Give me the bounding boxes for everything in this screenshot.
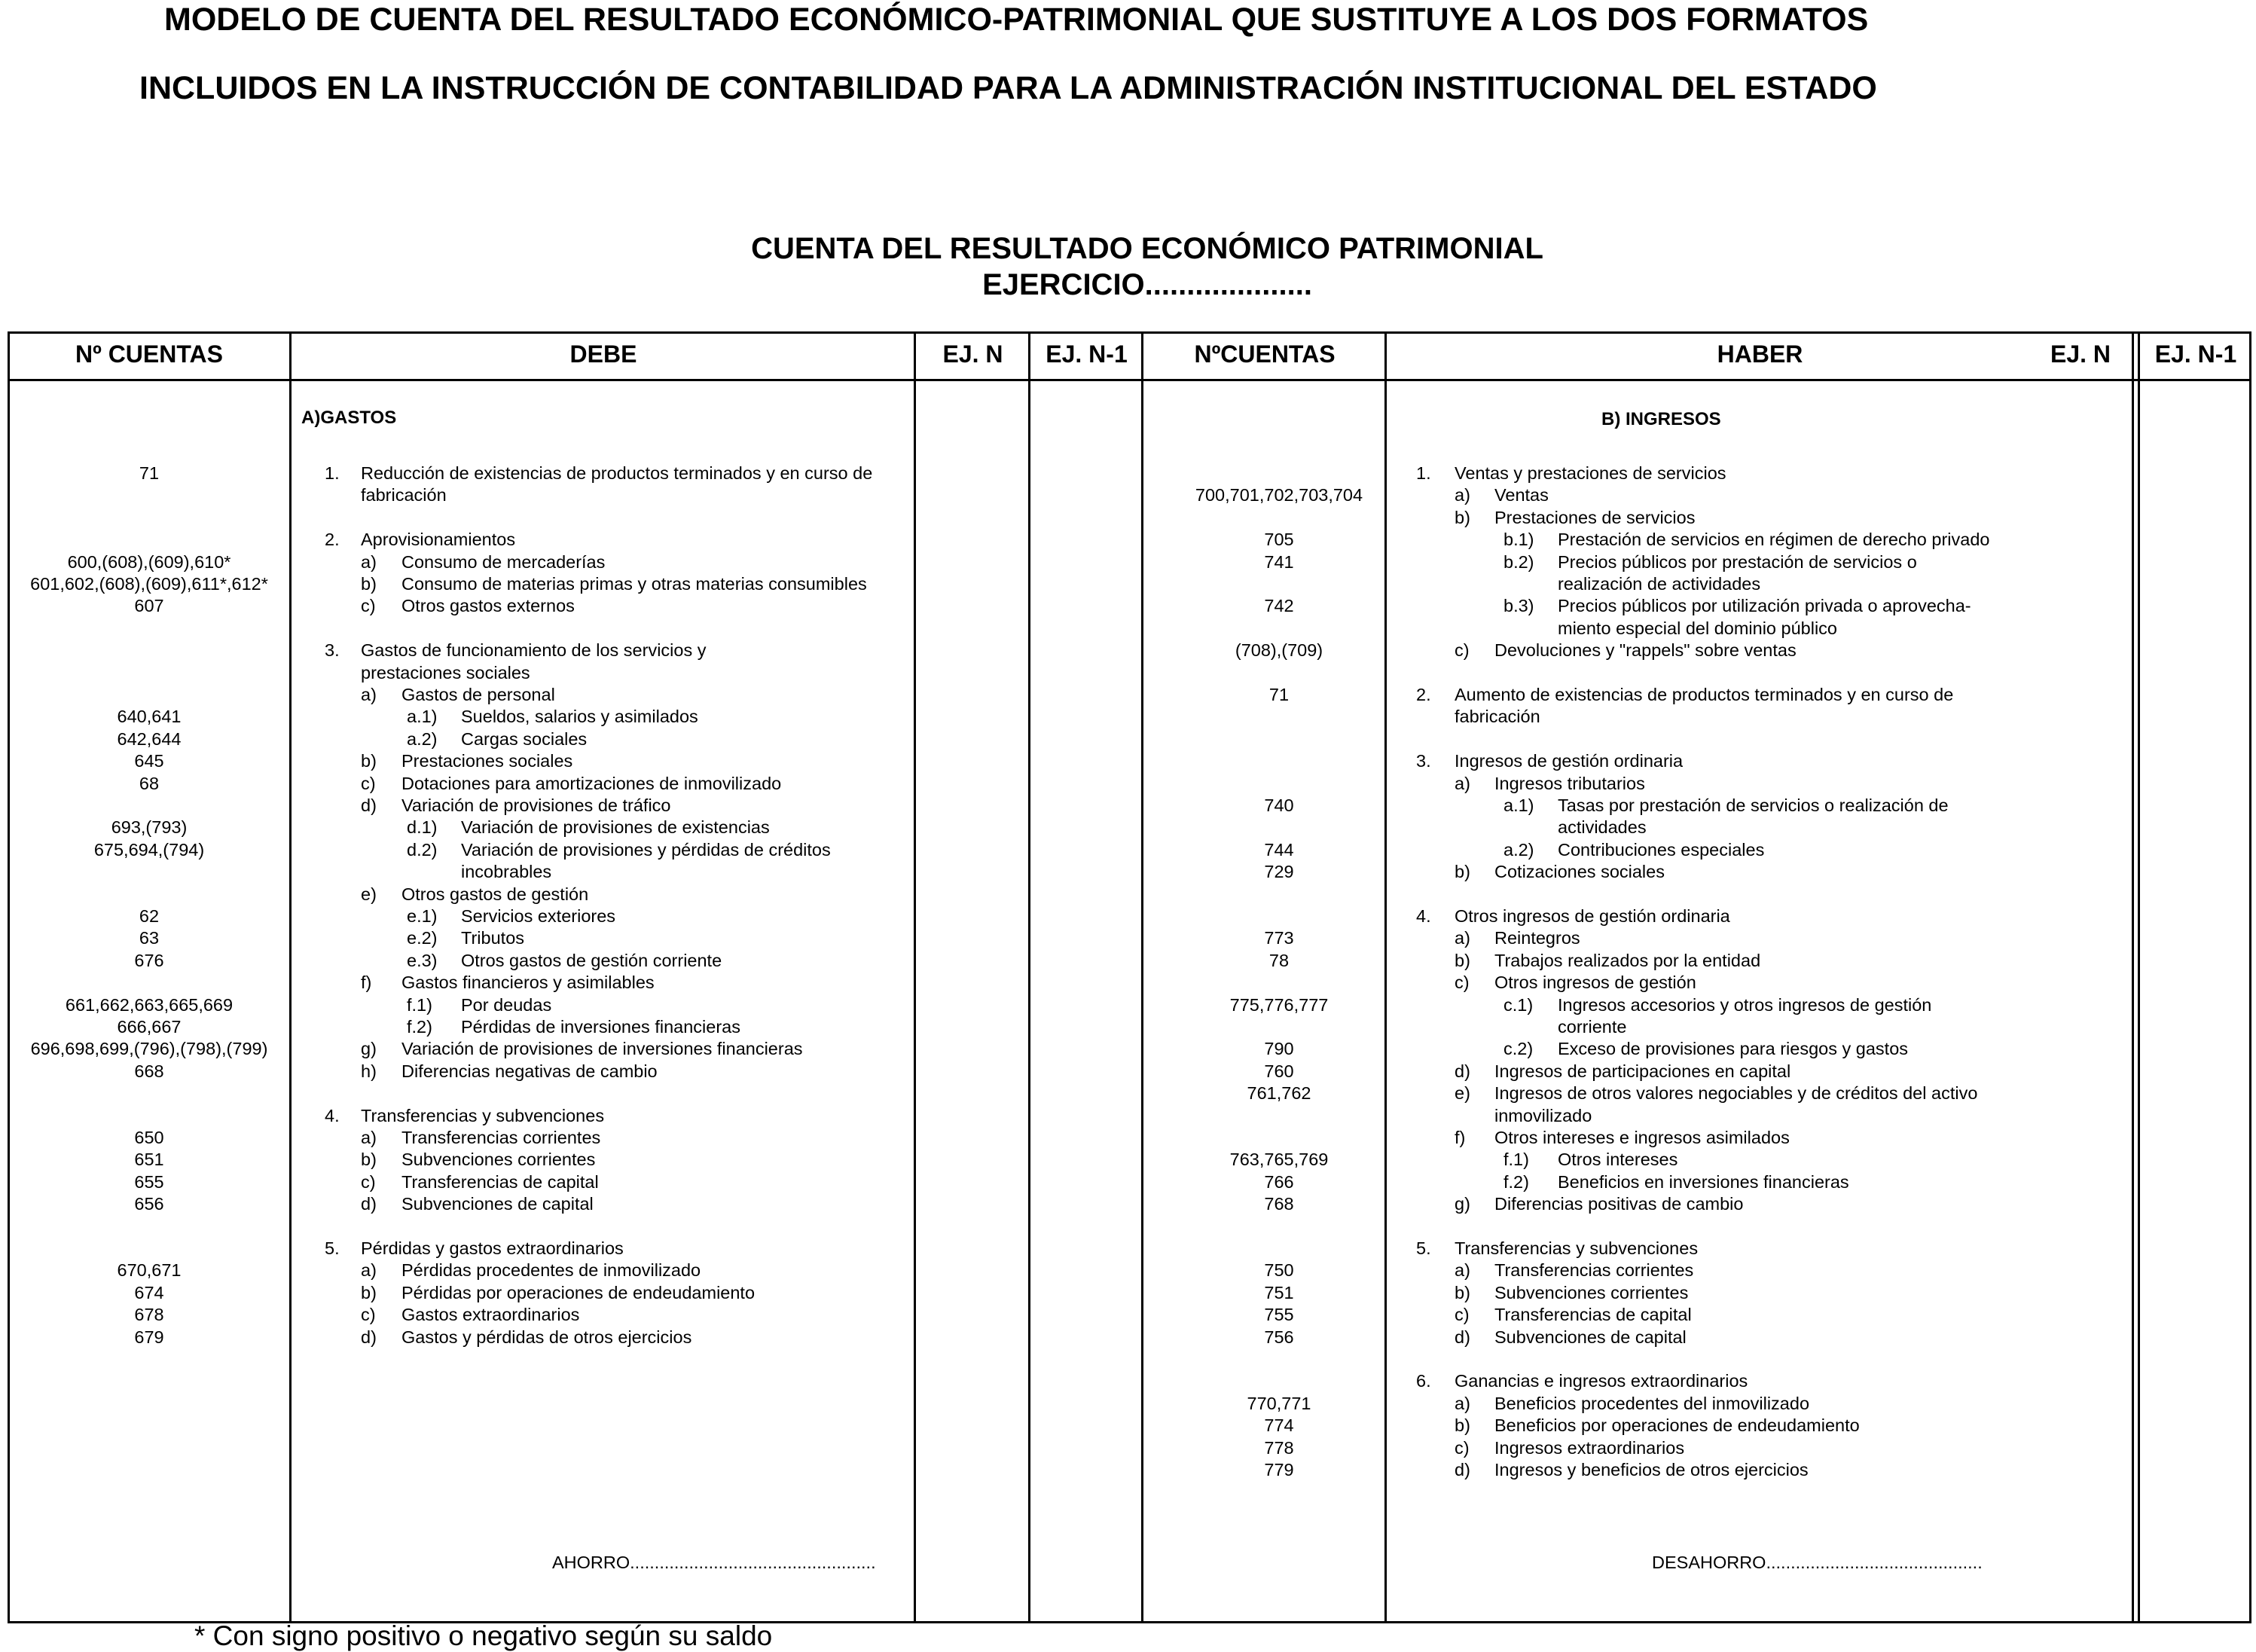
item-number: 6.: [1416, 1371, 1431, 1391]
item-number: a): [361, 1128, 377, 1147]
account-code: 693,(793): [111, 817, 188, 838]
column-divider: [2132, 331, 2134, 1623]
account-code: 674: [134, 1282, 164, 1302]
item-description: fabricación: [1455, 707, 1540, 727]
item-number: 4.: [325, 1105, 340, 1125]
item-number: b): [1455, 1415, 1470, 1436]
item-description: Ingresos y beneficios de otros ejercicios: [1494, 1460, 1809, 1479]
item-number: h): [361, 1061, 377, 1081]
column-header-ejn-debe: EJ. N: [942, 340, 1003, 368]
account-code: 600,(608),(609),610*: [67, 551, 231, 572]
item-description: Gastos de personal: [401, 685, 555, 704]
item-description: fabricación: [361, 485, 447, 505]
item-description: Ingresos accesorios y otros ingresos de gestión: [1558, 994, 1932, 1015]
item-description: Pérdidas de inversiones financieras: [461, 1017, 740, 1037]
item-number: f.1): [1503, 1150, 1529, 1170]
item-number: a): [361, 685, 377, 704]
title-line-2: INCLUIDOS EN LA INSTRUCCIÓN DE CONTABILIDAD PARA LA ADMINISTRACIÓN INSTITUCIONAL DEL ESTADO: [139, 70, 1877, 106]
item-number: d): [361, 1194, 377, 1214]
item-description: Reducción de existencias de productos terminados y en curso de: [361, 463, 873, 483]
item-number: d): [1455, 1460, 1470, 1479]
item-number: c): [1455, 1305, 1470, 1325]
item-number: f.2): [407, 1017, 432, 1037]
item-description: Otros gastos de gestión: [401, 884, 589, 904]
item-description: Aumento de existencias de productos terminados y en curso de: [1455, 685, 1954, 704]
item-description: Otros gastos de gestión corriente: [461, 950, 722, 970]
item-description: Transferencias de capital: [1494, 1305, 1692, 1325]
item-description: Gastos y pérdidas de otros ejercicios: [401, 1327, 692, 1347]
item-number: d.2): [407, 839, 438, 860]
item-number: 2.: [1416, 685, 1431, 704]
account-code: 78: [1268, 950, 1290, 970]
item-number: 1.: [1416, 463, 1431, 483]
item-number: e.2): [407, 928, 438, 948]
item-number: a.2): [1503, 839, 1534, 860]
item-number: b): [1455, 507, 1470, 527]
account-code: 768: [1264, 1194, 1294, 1214]
item-number: a): [1455, 1260, 1470, 1281]
title-line-1: MODELO DE CUENTA DEL RESULTADO ECONÓMICO-PATRIMONIAL QUE SUSTITUYE A LOS DOS FORMATOS: [164, 2, 1869, 38]
item-description: Beneficios en inversiones financieras: [1558, 1171, 1849, 1192]
item-description: Sueldos, salarios y asimilados: [461, 707, 698, 727]
account-code: 700,701,702,703,704: [1195, 485, 1363, 505]
item-description: Prestación de servicios en régimen de derecho privado: [1558, 530, 1990, 550]
item-number: c): [1455, 1437, 1470, 1458]
column-header-ejn1-debe: EJ. N-1: [1046, 340, 1128, 368]
column-header-haber: HABER: [1717, 340, 1803, 368]
account-code: 71: [1268, 685, 1290, 704]
item-number: b.1): [1503, 530, 1534, 550]
column-header-cuentas-debe: Nº CUENTAS: [75, 340, 223, 368]
footnote: * Con signo positivo o negativo según su saldo: [194, 1620, 773, 1651]
item-description: Devoluciones y "rappels" sobre ventas: [1494, 640, 1797, 661]
item-description: Pérdidas y gastos extraordinarios: [361, 1238, 624, 1258]
account-code: 775,776,777: [1229, 994, 1329, 1015]
account-code: 778: [1264, 1437, 1294, 1458]
account-code: 601,602,(608),(609),611*,612*: [30, 574, 268, 594]
item-number: c.1): [1503, 994, 1534, 1015]
account-code: 763,765,769: [1229, 1150, 1329, 1170]
item-number: d): [361, 1327, 377, 1347]
item-description: Ingresos de otros valores negociables y de créditos del activo: [1494, 1083, 1978, 1104]
haber-section-title: B) INGRESOS: [1601, 409, 1721, 429]
item-description: Subvenciones de capital: [401, 1194, 594, 1214]
item-description: Servicios exteriores: [461, 906, 616, 926]
column-header-debe: DEBE: [569, 340, 637, 368]
column-divider: [2138, 331, 2140, 1623]
item-number: a.2): [407, 728, 438, 749]
header-divider: [8, 379, 2251, 381]
item-description: Ingresos extraordinarios: [1494, 1437, 1685, 1458]
item-number: b.3): [1503, 596, 1534, 616]
item-description: Cotizaciones sociales: [1494, 862, 1665, 882]
item-description: actividades: [1558, 817, 1647, 838]
item-description: Subvenciones corrientes: [401, 1150, 596, 1170]
item-description: corriente: [1558, 1017, 1627, 1037]
item-description: incobrables: [461, 862, 552, 882]
item-number: b): [361, 574, 377, 594]
item-description: Diferencias positivas de cambio: [1494, 1194, 1744, 1214]
item-description: Gastos financieros y asimilables: [401, 973, 655, 993]
account-code: 63: [139, 928, 160, 948]
item-number: c): [1455, 640, 1470, 661]
item-number: f): [361, 973, 372, 993]
account-code: 651: [134, 1150, 164, 1170]
item-description: Aprovisionamientos: [361, 530, 516, 550]
item-number: c): [1455, 973, 1470, 993]
account-code: 729: [1264, 862, 1294, 882]
item-number: 3.: [325, 640, 340, 661]
item-number: a): [1455, 928, 1470, 948]
account-code: 770,771: [1247, 1393, 1311, 1413]
item-number: a): [361, 1260, 377, 1281]
item-number: a.1): [407, 707, 438, 727]
item-number: e.1): [407, 906, 438, 926]
item-description: Precios públicos por prestación de servicios o: [1558, 551, 1917, 572]
account-code: 790: [1264, 1039, 1294, 1059]
item-description: Precios públicos por utilización privada o aprovecha-: [1558, 596, 1971, 616]
item-description: Dotaciones para amortizaciones de inmovilizado: [401, 773, 782, 793]
account-code: 71: [139, 463, 160, 483]
item-number: e): [1455, 1083, 1470, 1104]
account-code: 678: [134, 1305, 164, 1325]
item-description: Beneficios procedentes del inmovilizado: [1494, 1393, 1810, 1413]
account-code: 750: [1264, 1260, 1294, 1281]
account-code: 679: [134, 1327, 164, 1347]
item-description: Subvenciones de capital: [1494, 1327, 1687, 1347]
account-code: 656: [134, 1194, 164, 1214]
item-description: Prestaciones de servicios: [1494, 507, 1696, 527]
item-description: Tasas por prestación de servicios o realización de: [1558, 795, 1949, 815]
item-description: Otros ingresos de gestión ordinaria: [1455, 906, 1730, 926]
item-number: b): [361, 1282, 377, 1302]
item-description: Pérdidas procedentes de inmovilizado: [401, 1260, 701, 1281]
account-code: 755: [1264, 1305, 1294, 1325]
item-description: Ganancias e ingresos extraordinarios: [1455, 1371, 1748, 1391]
item-number: g): [1455, 1194, 1470, 1214]
item-number: c): [361, 596, 376, 616]
account-code: 742: [1264, 596, 1294, 616]
item-number: 5.: [1416, 1238, 1431, 1258]
item-number: 4.: [1416, 906, 1431, 926]
item-description: Transferencias corrientes: [401, 1128, 601, 1147]
item-description: Exceso de provisiones para riesgos y gastos: [1558, 1039, 1909, 1059]
item-description: Otros intereses: [1558, 1150, 1678, 1170]
item-description: Gastos de funcionamiento de los servicios y: [361, 640, 707, 661]
item-description: Cargas sociales: [461, 728, 588, 749]
account-code: 650: [134, 1128, 164, 1147]
item-number: g): [361, 1039, 377, 1059]
account-code: 779: [1264, 1460, 1294, 1479]
item-description: Trabajos realizados por la entidad: [1494, 950, 1761, 970]
account-code: 744: [1264, 839, 1294, 860]
debe-section-title: A)GASTOS: [301, 408, 397, 428]
item-description: Transferencias y subvenciones: [361, 1105, 605, 1125]
column-divider: [914, 331, 916, 1623]
account-code: 68: [139, 773, 160, 793]
account-code: 640,641: [117, 707, 182, 727]
account-code: 642,644: [117, 728, 182, 749]
item-number: b.2): [1503, 551, 1534, 572]
item-number: 5.: [325, 1238, 340, 1258]
item-description: Variación de provisiones de existencias: [461, 817, 770, 838]
account-code: 668: [134, 1061, 164, 1081]
account-code: 62: [139, 906, 160, 926]
account-code: 751: [1264, 1282, 1294, 1302]
account-code: 760: [1264, 1061, 1294, 1081]
item-number: c): [361, 773, 376, 793]
item-description: Ventas y prestaciones de servicios: [1455, 463, 1726, 483]
item-description: Gastos extraordinarios: [401, 1305, 580, 1325]
item-number: b): [1455, 862, 1470, 882]
account-code: (708),(709): [1235, 640, 1323, 661]
desahorro-line: DESAHORRO............................................: [1652, 1553, 1983, 1572]
item-description: Contribuciones especiales: [1558, 839, 1765, 860]
account-code: 740: [1264, 795, 1294, 815]
item-description: Ingresos tributarios: [1494, 773, 1645, 793]
account-code: 766: [1264, 1171, 1294, 1192]
item-number: b): [1455, 1282, 1470, 1302]
account-code: 655: [134, 1171, 164, 1192]
column-header-ejn-haber: EJ. N: [2050, 340, 2111, 368]
account-code: 645: [134, 751, 164, 771]
item-number: a): [1455, 1393, 1470, 1413]
column-header-cuentas-haber: NºCUENTAS: [1194, 340, 1336, 368]
account-code: 696,698,699,(796),(798),(799): [30, 1039, 268, 1059]
item-description: Por deudas: [461, 994, 552, 1015]
account-code: 774: [1264, 1415, 1294, 1436]
item-description: Pérdidas por operaciones de endeudamiento: [401, 1282, 756, 1302]
item-description: Otros ingresos de gestión: [1494, 973, 1696, 993]
item-number: b): [1455, 950, 1470, 970]
column-header-ejn1-haber: EJ. N-1: [2154, 340, 2237, 368]
item-description: Diferencias negativas de cambio: [401, 1061, 658, 1081]
item-description: Beneficios por operaciones de endeudamiento: [1494, 1415, 1860, 1436]
statement-title: CUENTA DEL RESULTADO ECONÓMICO PATRIMONIAL: [751, 232, 1543, 265]
item-number: d): [361, 795, 377, 815]
item-description: Transferencias de capital: [401, 1171, 599, 1192]
item-number: d): [1455, 1327, 1470, 1347]
item-number: a): [1455, 485, 1470, 505]
item-description: Variación de provisiones y pérdidas de créditos: [461, 839, 831, 860]
account-code: 666,667: [117, 1017, 182, 1037]
item-number: 3.: [1416, 751, 1431, 771]
item-description: Consumo de mercaderías: [401, 551, 606, 572]
item-description: miento especial del dominio público: [1558, 618, 1837, 638]
item-number: e.3): [407, 950, 438, 970]
item-description: realización de actividades: [1558, 574, 1761, 594]
ahorro-line: AHORRO..................................................: [552, 1553, 876, 1572]
item-number: c): [361, 1171, 376, 1192]
account-code: 675,694,(794): [93, 839, 205, 860]
item-description: Transferencias y subvenciones: [1455, 1238, 1699, 1258]
item-number: f.1): [407, 994, 432, 1015]
fiscal-year: EJERCICIO....................: [982, 268, 1312, 301]
item-description: Ventas: [1494, 485, 1549, 505]
account-code: 741: [1264, 551, 1294, 572]
item-description: Otros gastos externos: [401, 596, 575, 616]
item-number: a): [1455, 773, 1470, 793]
item-description: Ingresos de gestión ordinaria: [1455, 751, 1684, 771]
item-number: c.2): [1503, 1039, 1534, 1059]
account-code: 705: [1264, 530, 1294, 550]
account-code: 756: [1264, 1327, 1294, 1347]
item-description: prestaciones sociales: [361, 662, 530, 682]
column-divider: [1028, 331, 1030, 1623]
item-number: 2.: [325, 530, 340, 550]
item-description: Ingresos de participaciones en capital: [1494, 1061, 1791, 1081]
item-description: Tributos: [461, 928, 525, 948]
account-code: 607: [134, 596, 164, 616]
item-number: d): [1455, 1061, 1470, 1081]
account-code: 761,762: [1247, 1083, 1311, 1104]
item-number: f): [1455, 1128, 1466, 1147]
item-number: a): [361, 551, 377, 572]
item-description: Variación de provisiones de tráfico: [401, 795, 671, 815]
item-description: inmovilizado: [1494, 1105, 1592, 1125]
item-description: Otros intereses e ingresos asimilados: [1494, 1128, 1790, 1147]
item-number: c): [361, 1305, 376, 1325]
item-description: Transferencias corrientes: [1494, 1260, 1694, 1281]
item-number: a.1): [1503, 795, 1534, 815]
statement-table: [8, 331, 2251, 1623]
item-number: b): [361, 751, 377, 771]
item-number: f.2): [1503, 1171, 1529, 1192]
column-divider: [289, 331, 292, 1623]
item-number: d.1): [407, 817, 438, 838]
item-number: 1.: [325, 463, 340, 483]
item-number: b): [361, 1150, 377, 1170]
account-code: 661,662,663,665,669: [65, 994, 234, 1015]
account-code: 670,671: [117, 1260, 182, 1281]
account-code: 676: [134, 950, 164, 970]
item-description: Variación de provisiones de inversiones financieras: [401, 1039, 803, 1059]
item-description: Subvenciones corrientes: [1494, 1282, 1689, 1302]
item-number: e): [361, 884, 377, 904]
item-description: Reintegros: [1494, 928, 1580, 948]
item-description: Consumo de materias primas y otras materias consumibles: [401, 574, 867, 594]
item-description: Prestaciones sociales: [401, 751, 573, 771]
account-code: 773: [1264, 928, 1294, 948]
